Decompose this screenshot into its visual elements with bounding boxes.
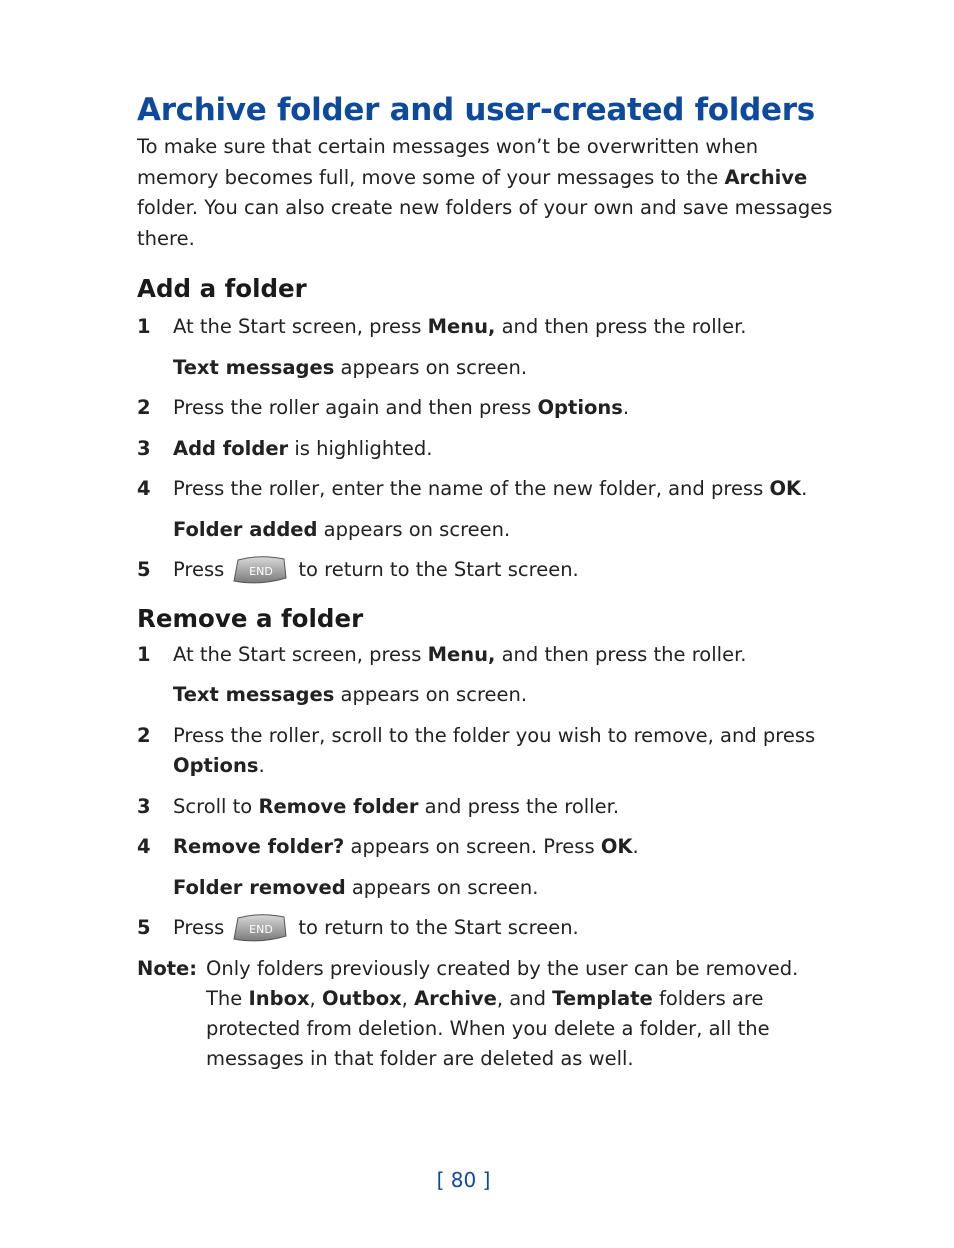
remove-step-3: 3 Scroll to Remove folder and press the roller. [137,794,620,818]
add-folder-heading: Add a folder [137,274,307,303]
remove-step-1: 1 At the Start screen, press Menu, and then press the roller. [137,642,747,666]
add-step-2: 2 Press the roller again and then press Options. [137,396,630,419]
add-step-4-result: Folder added appears on screen. [173,517,511,541]
add-step-3: 3 Add folder is highlighted. [137,436,433,460]
page-title: Archive folder and user-created folders [137,92,815,128]
remove-step-4: 4 Remove folder? appears on screen. Press OK. [137,835,639,858]
note: Note: Only folders previously created by the user can be removed. The Inbox, Outbox, Archive, and Template folders are protected from deletion. When you delete a folder, all the messages in that folder are deleted as well. [137,954,837,1074]
add-step-4: 4 Press the roller, enter the name of the new folder, and press OK. [137,477,808,500]
remove-step-1-result: Text messages appears on screen. [173,683,528,706]
end-key-icon [232,914,288,942]
remove-folder-heading: Remove a folder [137,603,364,633]
remove-step-4-result: Folder removed appears on screen. [173,875,539,899]
add-step-1: 1 At the Start screen, press Menu, and then press the roller. [137,315,747,338]
intro-paragraph: To make sure that certain messages won’t be overwritten when memory becomes full, move some of your messages to the Archive folder. You can also create new folders of your own and save messages there. [137,135,833,250]
svg-text:END: END [249,564,274,578]
note-label: Note: [137,956,198,980]
svg-text:END: END [249,922,274,936]
page-content [137,88,837,1074]
add-step-5: 5 Press END to return to the Start screen. [137,555,837,586]
remove-step-5: 5 Press END to return to the Start screen. [137,913,837,944]
add-step-1-result: Text messages appears on screen. [173,355,528,379]
remove-step-2: 2 Press the roller, scroll to the folder you wish to remove, and press Options. [137,723,816,777]
page-number: [ 80 ] [436,1168,491,1192]
end-key-icon [232,556,288,584]
